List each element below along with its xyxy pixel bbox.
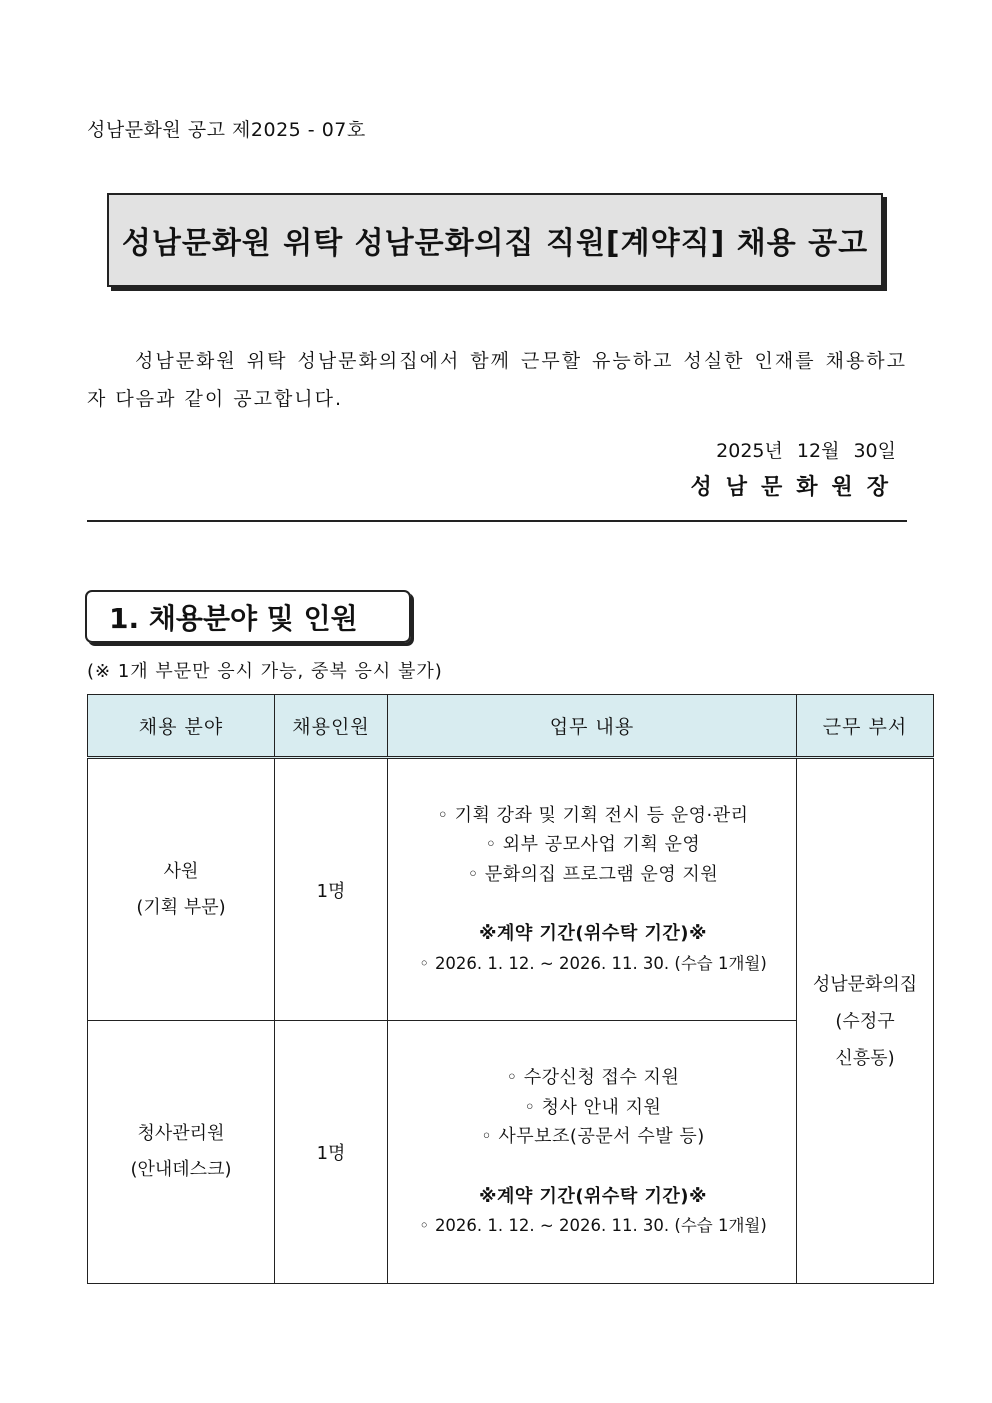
divider <box>87 520 907 522</box>
contract-period: ◦ 2026. 1. 12. ~ 2026. 11. 30. (수습 1개월) <box>419 953 767 973</box>
table-row <box>88 758 934 1021</box>
column-header: 업무 내용 <box>388 695 797 758</box>
announcement-date: 2025년 12월 30일 <box>716 440 896 462</box>
field-cell <box>88 1021 275 1284</box>
column-header: 채용인원 <box>275 695 388 758</box>
issuer-name: 성남문화원장 <box>690 475 902 500</box>
bullet-icon: ◦ <box>481 1126 493 1148</box>
field-sub: (안내데스크) <box>130 1159 232 1180</box>
department-cell <box>797 758 934 1284</box>
bullet-icon: ◦ <box>524 1096 536 1118</box>
department-location: 신흥동) <box>835 1047 895 1069</box>
field-name: 사원 <box>163 860 199 882</box>
table-header-row <box>88 695 934 758</box>
page-title: 성남문화원 위탁 성남문화의집 직원[계약직] 채용 공고 <box>121 226 869 261</box>
notice-number: 성남문화원 공고 제2025 - 07호 <box>87 119 366 141</box>
duties-cell <box>388 1021 797 1284</box>
duty-item: ◦ 기획 강좌 및 기획 전시 등 운영·관리 <box>437 804 749 826</box>
duty-item: ◦ 문화의집 프로그램 운영 지원 <box>467 863 719 885</box>
bullet-icon: ◦ <box>419 953 429 973</box>
section-title: 1. 채용분야 및 인원 <box>109 601 358 635</box>
intro-paragraph: 성남문화원 위탁 성남문화의집에서 함께 근무할 유능하고 성실한 인재를 채용하고자 다음과 같이 공고합니다. <box>87 350 907 410</box>
bullet-icon: ◦ <box>506 1067 518 1089</box>
count-cell: 1명 <box>275 1021 388 1284</box>
bullet-icon: ◦ <box>437 804 449 826</box>
bullet-icon: ◦ <box>467 863 479 885</box>
contract-label: ※계약 기간(위수탁 기간)※ <box>479 1185 707 1207</box>
column-header: 근무 부서 <box>797 695 934 758</box>
field-cell <box>88 758 275 1021</box>
count-cell: 1명 <box>275 758 388 1021</box>
title-box <box>107 193 883 287</box>
department-location: (수정구 <box>835 1010 895 1032</box>
column-header: 채용 분야 <box>88 695 275 758</box>
duty-item: ◦ 수강신청 접수 지원 <box>506 1067 680 1089</box>
bullet-icon: ◦ <box>419 1216 429 1236</box>
contract-label: ※계약 기간(위수탁 기간)※ <box>479 923 707 945</box>
field-name: 청사관리원 <box>137 1123 225 1144</box>
field-sub: (기획 부문) <box>136 896 226 918</box>
contract-period: ◦ 2026. 1. 12. ~ 2026. 11. 30. (수습 1개월) <box>419 1216 767 1236</box>
recruitment-table <box>87 694 934 1284</box>
duty-item: ◦ 사무보조(공문서 수발 등) <box>481 1126 705 1148</box>
department-name: 성남문화의집 <box>812 973 918 995</box>
bullet-icon: ◦ <box>485 834 497 856</box>
section-heading-box <box>85 590 411 643</box>
section-note: (※ 1개 부문만 응시 가능, 중복 응시 불가) <box>87 661 443 682</box>
duty-item: ◦ 청사 안내 지원 <box>524 1096 662 1118</box>
duties-cell <box>388 758 797 1021</box>
duty-item: ◦ 외부 공모사업 기획 운영 <box>485 834 701 856</box>
